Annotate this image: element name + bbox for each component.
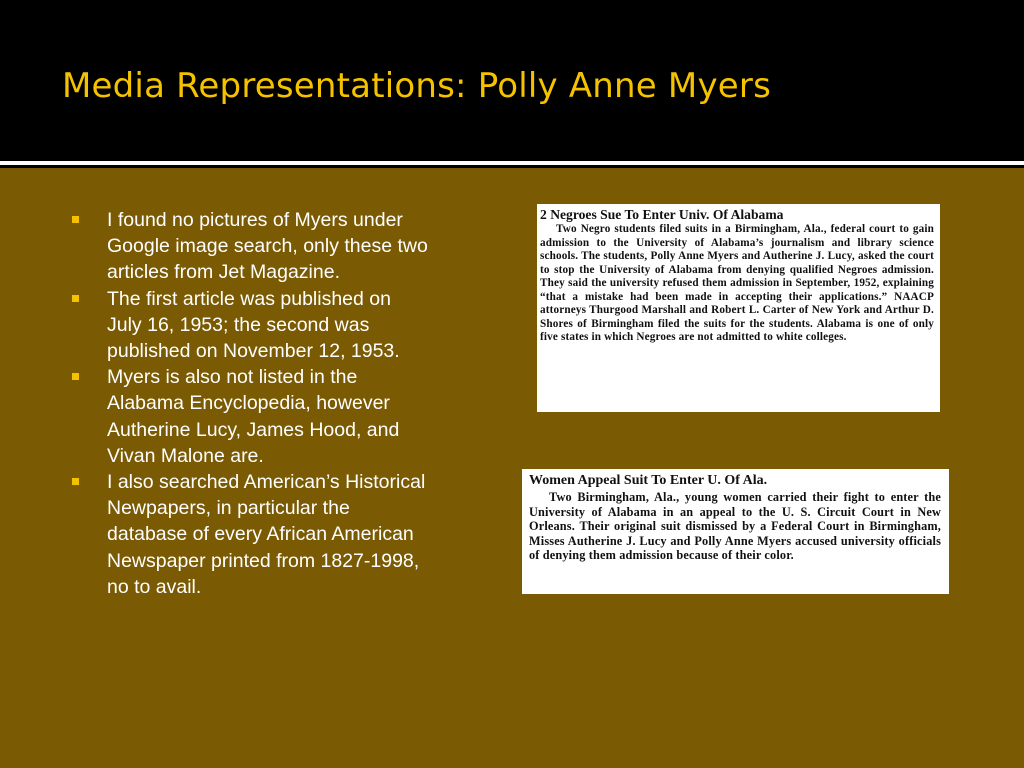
bullet-list	[70, 207, 430, 600]
clipping-headline: Women Appeal Suit To Enter U. Of Ala.	[529, 473, 768, 488]
bullet-text: I also searched American’s Historical Newpapers, in particular the database of every African American Newspaper printed from 1827-1998, no to avail.	[107, 471, 426, 598]
bullet-text: The first article was published on July 16, 1953; the second was published on November 12, 1953.	[107, 287, 400, 363]
bullet-item	[70, 286, 430, 365]
square-bullet-icon	[72, 295, 79, 302]
title-divider-bottom	[0, 165, 1024, 168]
slide-title: Media Representations: Polly Anne Myers	[62, 66, 771, 106]
bullet-item	[70, 207, 430, 286]
square-bullet-icon	[72, 216, 79, 223]
bullet-text: I found no pictures of Myers under Google image search, only these two articles from Jet Magazine.	[107, 209, 428, 284]
bullet-item	[70, 469, 430, 600]
newspaper-clipping-2	[522, 469, 949, 594]
bullet-text: Myers is also not listed in the Alabama Encyclopedia, however Autherine Lucy, James Hood, and Vivan Malone are.	[107, 366, 400, 467]
title-bar	[0, 0, 1024, 158]
square-bullet-icon	[72, 373, 79, 380]
clipping-body: Two Negro students filed suits in a Birmingham, Ala., federal court to gain admission to the University of Alabama’s journalism and library science schools. The students, Polly Anne Myers and Autherine J. Lucy, asked the court to stop the University of Alabama from denying qualified Negroes admission. They said the university refused them admission in September, 1952, explaining “that a mistake had been made in accepting their applications.” NAACP attorneys Thurgood Marshall and Robert L. Carter of New York and Arthur D. Shores of Birmingham filed the suits for the students. Alabama is one of only five states in which Negroes are not admitted to white colleges.	[540, 223, 934, 343]
bullet-item	[70, 364, 430, 469]
square-bullet-icon	[72, 478, 79, 485]
clipping-body: Two Birmingham, Ala., young women carried their fight to enter the University of Alabama in an appeal to the U. S. Circuit Court in New Orleans. Their original suit dismissed by a Federal Court in Birmingham, Misses Autherine J. Lucy and Polly Anne Myers accused university officials of denying them admission because of their color.	[529, 490, 941, 563]
newspaper-clipping-1	[537, 204, 940, 412]
clipping-headline: 2 Negroes Sue To Enter Univ. Of Alabama	[540, 207, 784, 222]
